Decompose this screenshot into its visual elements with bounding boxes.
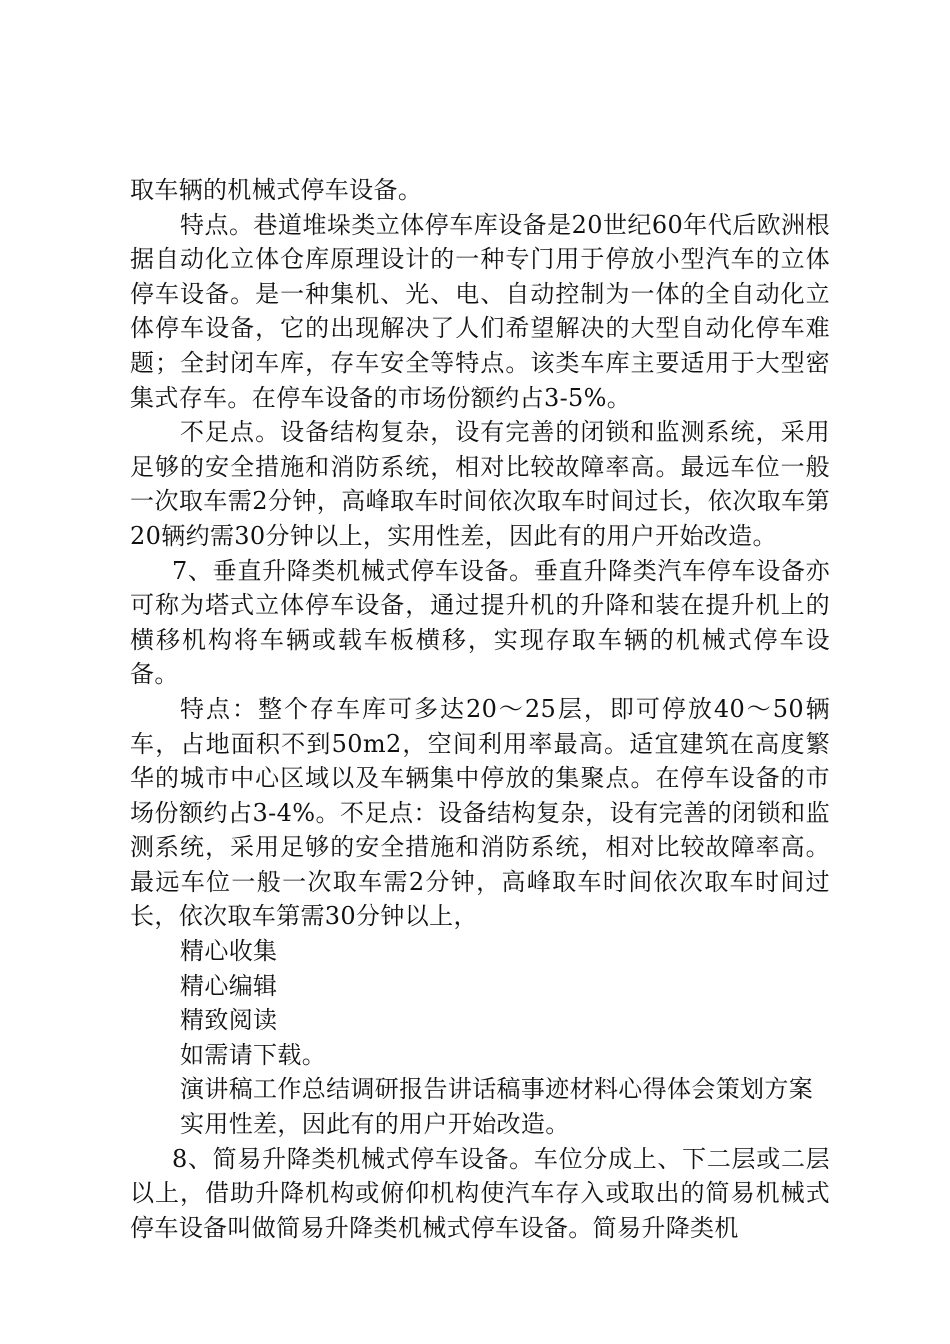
paragraph-vertical-lift-heading: 7、垂直升降类机械式停车设备。垂直升降类汽车停车设备亦可称为塔式立体停车设备，通过提升机的升降和装在提升机上的横移机构将车辆或载车板横移，实现存取车辆的机械式停车设备。	[130, 556, 830, 689]
paragraph-features-stacker: 特点。巷道堆垛类立体停车库设备是20世纪60年代后欧洲根据自动化立体仓库原理设计的一种专门用于停放小型汽车的立体停车设备。是一种集机、光、电、自动控制为一体的全自动化立体停车设备，它的出现解决了人们希望解决的大型自动化停车难题；全封闭车库，存车安全等特点。该类车库主要适用于大型密集式存车。在停车设备的市场份额约占3-5%。	[130, 210, 830, 412]
document-body	[130, 173, 830, 1245]
line-download: 如需请下载。	[180, 1040, 327, 1069]
paragraph-shortcomings-stacker: 不足点。设备结构复杂，设有完善的闭锁和监测系统，采用足够的安全措施和消防系统，相对比较故障率高。最远车位一般一次取车需2分钟，高峰取车时间依次取车时间过长，依次取车第20辆约需30分钟以上，实用性差，因此有的用户开始改造。	[130, 418, 830, 550]
line-collect: 精心收集	[180, 937, 278, 966]
paragraph-practicality: 实用性差，因此有的用户开始改造。	[180, 1110, 570, 1139]
paragraph-continuation: 取车辆的机械式停车设备。	[130, 176, 423, 204]
paragraph-doc-types: 演讲稿工作总结调研报告讲话稿事迹材料心得体会策划方案	[180, 1075, 814, 1104]
line-read: 精致阅读	[180, 1006, 278, 1035]
paragraph-features-vertical: 特点：整个存车库可多达20～25层，即可停放40～50辆车，占地面积不到50m2，空间利用率最高。适宜建筑在高度繁华的城市中心区域以及车辆集中停放的集聚点。在停车设备的市场份额约占3-4%。不足点：设备结构复杂，设有完善的闭锁和监测系统，采用足够的安全措施和消防系统，相对比较故障率高。最远车位一般一次取车需2分钟，高峰取车时间依次取车时间过长，依次取车第需30分钟以上，	[130, 694, 830, 931]
line-edit: 精心编辑	[180, 971, 278, 1000]
paragraph-simple-lift-heading: 8、简易升降类机械式停车设备。车位分成上、下二层或二层以上，借助升降机构或俯仰机构使汽车存入或取出的简易机械式停车设备叫做简易升降类机械式停车设备。简易升降类机	[130, 1144, 830, 1242]
